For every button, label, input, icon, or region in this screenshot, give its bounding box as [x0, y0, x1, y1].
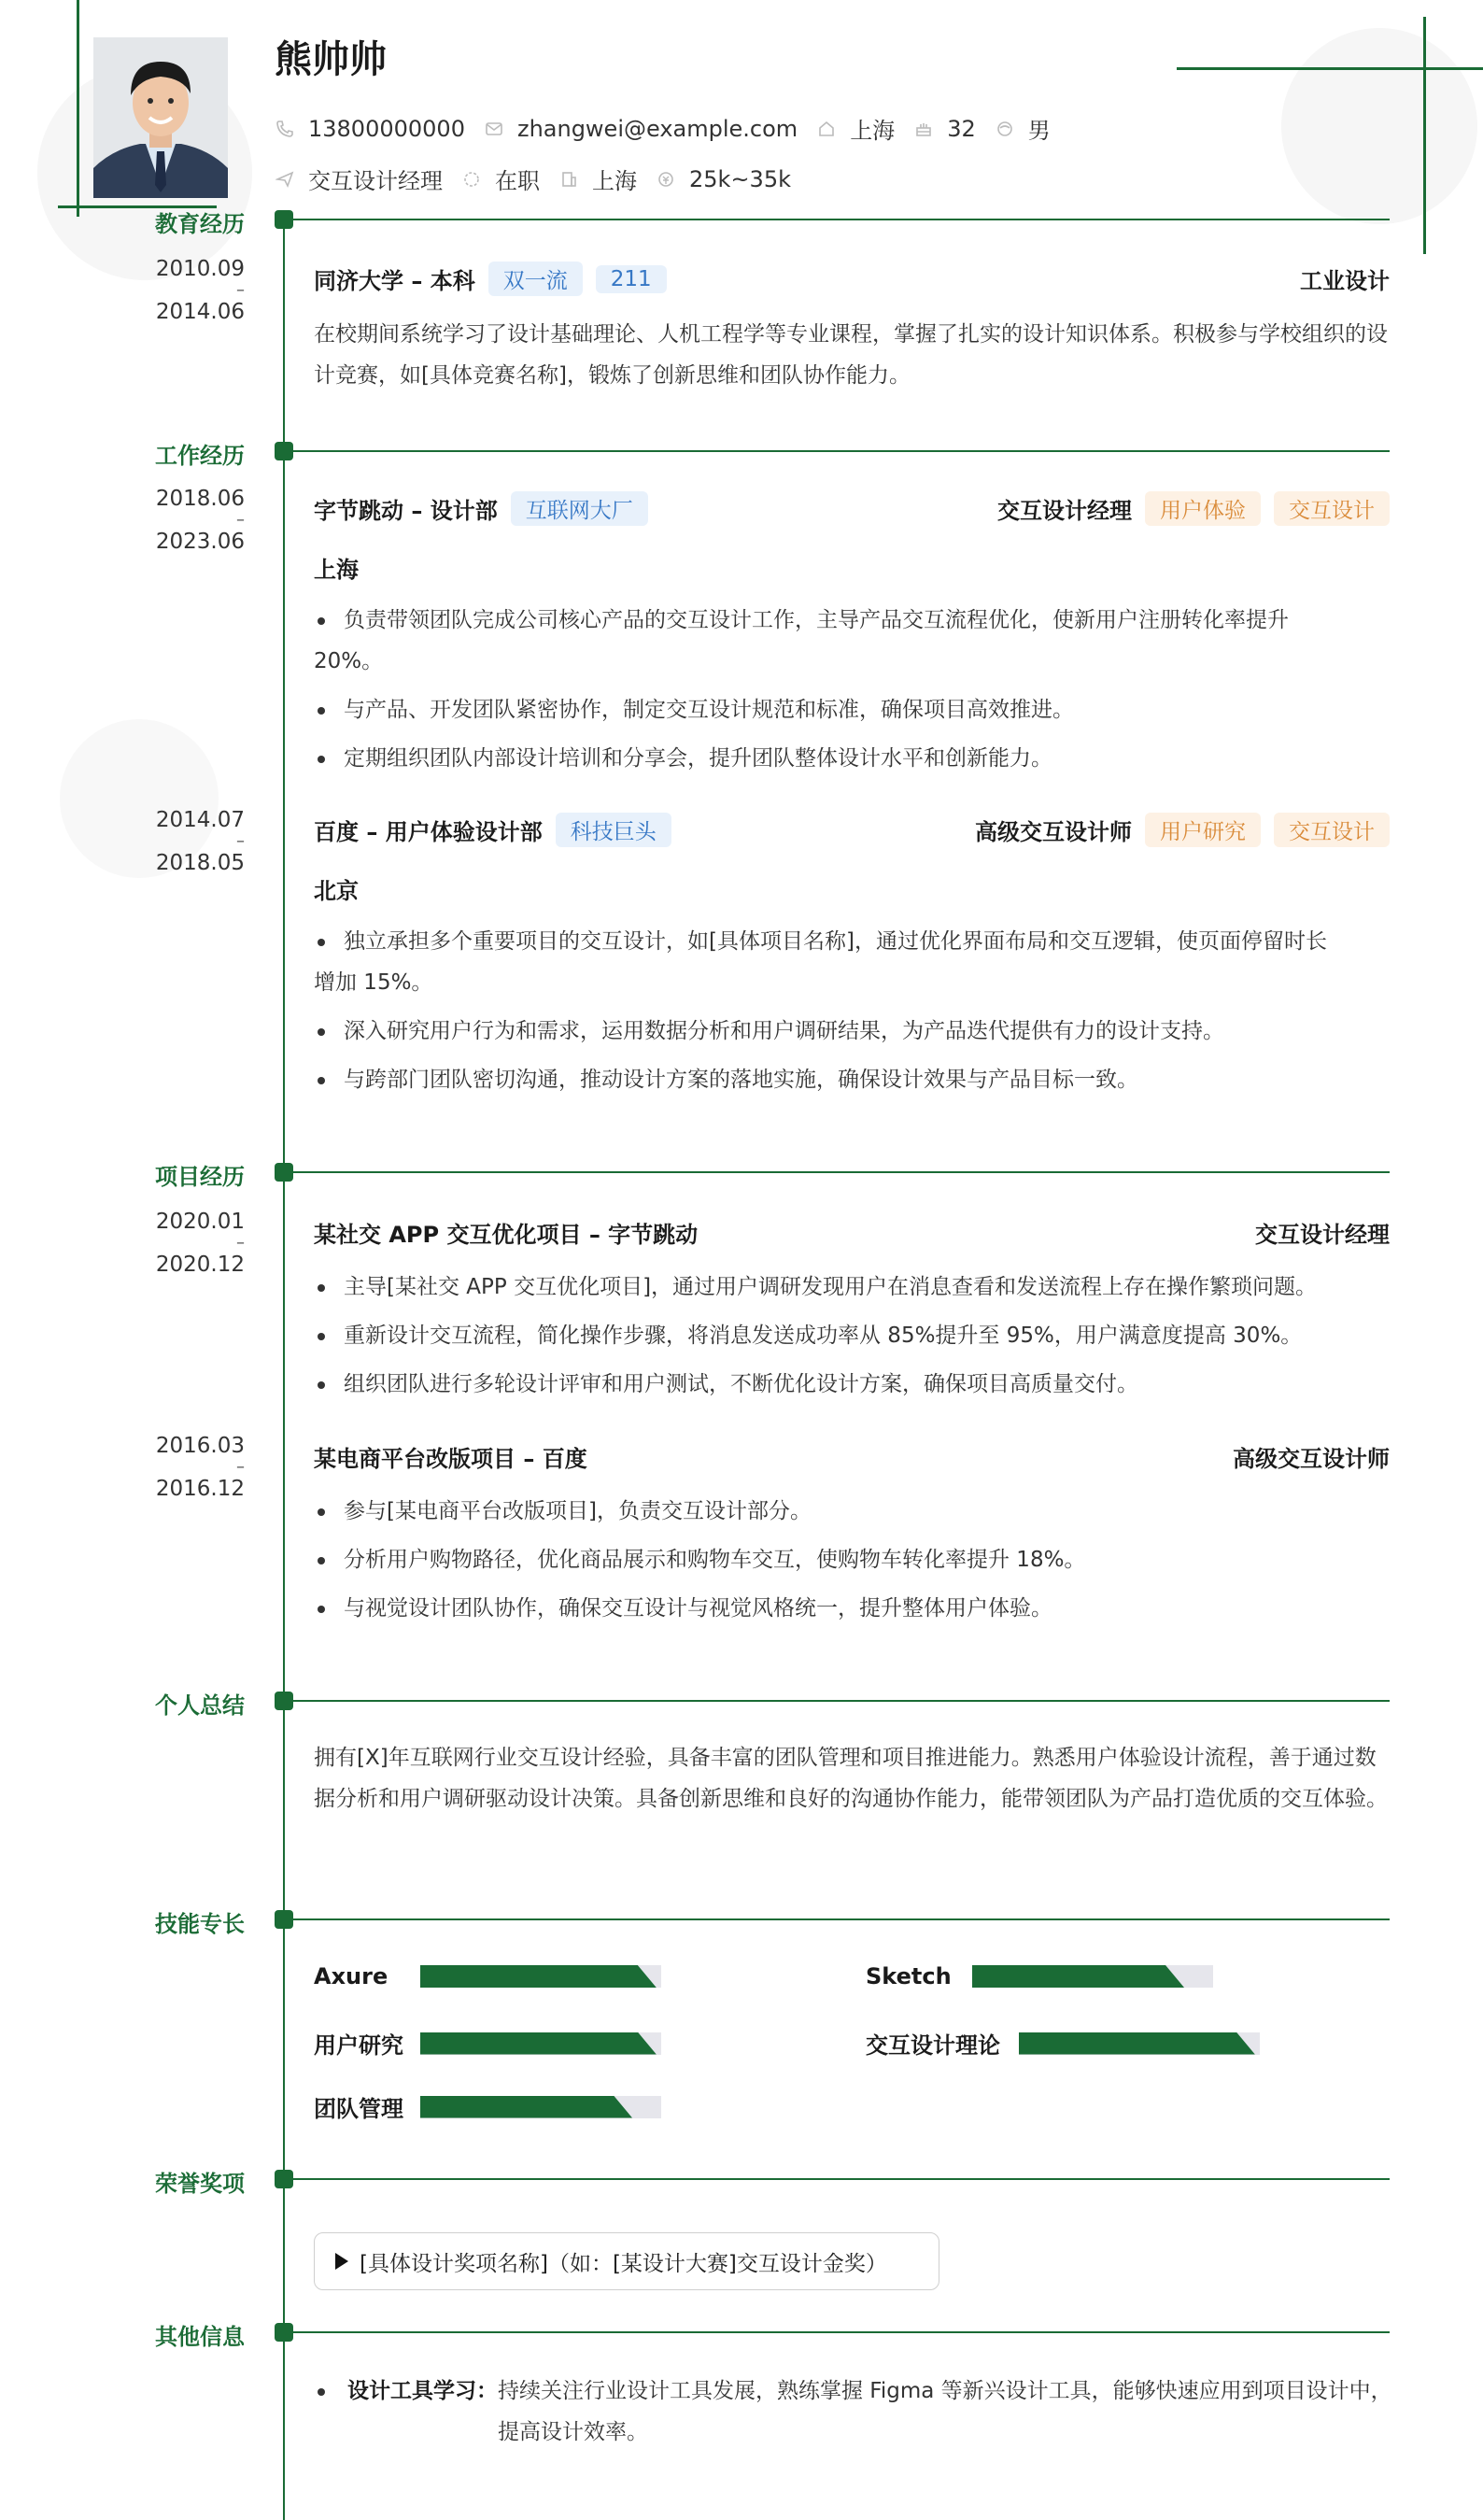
- section-marker: [275, 1692, 293, 1710]
- project-dates: 2020.01 – 2020.12: [155, 1210, 245, 1277]
- skill-row: [866, 2027, 1260, 2060]
- work-head: [314, 813, 1390, 847]
- city-text: 上海: [850, 118, 896, 144]
- skill-bar: [420, 2096, 661, 2118]
- section-divider: [293, 1700, 1390, 1702]
- corner-line-right-v: [1423, 17, 1426, 254]
- section-divider: [293, 1918, 1390, 1920]
- company-name: 百度 – 用户体验设计部: [314, 819, 543, 845]
- school-name: 同济大学 – 本科: [314, 268, 475, 294]
- section-marker: [275, 2323, 293, 2342]
- work-dates: 2018.06 – 2023.06: [155, 487, 245, 554]
- email-text[interactable]: zhangwei@example.com: [516, 115, 798, 142]
- award-item[interactable]: [314, 2232, 939, 2290]
- cake-icon: [913, 119, 934, 139]
- section-divider: [293, 2178, 1390, 2180]
- section-marker: [275, 2170, 293, 2188]
- skill-bar: [972, 1965, 1213, 1988]
- tag-badge: 用户研究: [1145, 813, 1261, 847]
- work-bullets: [314, 600, 1397, 786]
- project-head: [314, 1440, 1390, 1473]
- salary-icon: [656, 169, 676, 190]
- skill-bar: [420, 2032, 661, 2055]
- tag-badge: 科技巨头: [556, 813, 671, 847]
- award-text: [具体设计奖项名称]（如：[某设计大赛]交互设计金奖）: [360, 2251, 887, 2276]
- skill-row: [866, 1963, 1213, 1989]
- work-dates: 2014.07 – 2018.05: [155, 808, 245, 875]
- section-title-projects: 项目经历: [155, 1164, 245, 1190]
- avatar: [93, 37, 228, 198]
- skill-row: [314, 2090, 661, 2123]
- skill-bar-fill: [420, 2096, 632, 2118]
- job-title: 交互设计经理: [997, 498, 1132, 524]
- send-icon: [275, 169, 295, 190]
- job-intent-text: 交互设计经理: [308, 168, 443, 194]
- work-bullets: [314, 921, 1397, 1108]
- list-item: 参与[某电商平台改版项目]，负责交互设计部分。: [314, 1491, 1397, 1532]
- phone-text[interactable]: 13800000000: [308, 115, 465, 142]
- skill-bar: [1019, 2032, 1260, 2055]
- gender-text: 男: [1027, 118, 1051, 144]
- contact-row: [275, 112, 1069, 145]
- section-title-work: 工作经历: [155, 443, 245, 469]
- bullet-dot: [318, 2388, 325, 2396]
- home-icon: [816, 119, 837, 139]
- work-head: [314, 491, 1390, 526]
- company-name: 字节跳动 – 设计部: [314, 498, 498, 524]
- section-divider: [293, 1171, 1390, 1173]
- skill-row: [314, 2027, 661, 2060]
- bg-circle-top-right: [1281, 28, 1477, 224]
- summary-text: 拥有[X]年互联网行业交互设计经验，具备丰富的团队管理和项目推进能力。熟悉用户体验设计流程，善于通过数据分析和用户调研驱动设计决策。具备创新思维和良好的沟通协作能力，能带领团队为产品打造优质的交互体验。: [314, 1746, 1388, 1811]
- skill-name: Sketch: [866, 1963, 952, 1989]
- project-dates: 2016.03 – 2016.12: [155, 1434, 245, 1501]
- skill-name: 团队管理: [314, 2096, 403, 2122]
- corner-line-right-h: [1177, 67, 1483, 70]
- education-dates: 2010.09 – 2014.06: [155, 257, 245, 324]
- candidate-name: 熊帅帅: [275, 38, 387, 81]
- list-item: 与视觉设计团队协作，确保交互设计与视觉风格统一，提升整体用户体验。: [314, 1588, 1397, 1629]
- section-title-honors: 荣誉奖项: [155, 2171, 245, 2197]
- project-bullets: [314, 1267, 1397, 1412]
- tag-badge: 211: [596, 265, 667, 293]
- phone-icon: [275, 119, 295, 139]
- salary-text: 25k~35k: [689, 165, 791, 192]
- expected-city-text: 上海: [592, 168, 637, 194]
- avatar-portrait-icon: [93, 37, 228, 198]
- list-item: 与产品、开发团队紧密协作，制定交互设计规范和标准，确保项目高效推进。: [314, 689, 1397, 730]
- list-item: 组织团队进行多轮设计评审和用户测试，不断优化设计方案，确保项目高质量交付。: [314, 1364, 1397, 1405]
- list-item: 负责带领团队完成公司核心产品的交互设计工作，主导产品交互流程优化，使新用户注册转化率提升 20%。: [314, 600, 1397, 682]
- tag-badge: 交互设计: [1274, 813, 1390, 847]
- section-marker: [275, 210, 293, 229]
- work-location: 北京: [314, 878, 359, 904]
- skill-name: 交互设计理论: [866, 2032, 1000, 2059]
- building-icon: [558, 169, 579, 190]
- other-info-value: 持续关注行业设计工具发展，熟练掌握 Figma 等新兴设计工具，能够快速应用到项目设计中，提高设计效率。: [498, 2379, 1392, 2444]
- list-item: 深入研究用户行为和需求，运用数据分析和用户调研结果，为产品迭代提供有力的设计支持。: [314, 1011, 1397, 1052]
- section-divider: [293, 219, 1390, 220]
- project-name: 某社交 APP 交互优化项目 – 字节跳动: [314, 1222, 699, 1248]
- list-item: 独立承担多个重要项目的交互设计，如[具体项目名称]，通过优化界面布局和交互逻辑，使页面停留时长 增加 15%。: [314, 921, 1397, 1003]
- skill-name: 用户研究: [314, 2032, 403, 2059]
- tag-badge: 用户体验: [1145, 491, 1261, 526]
- status-icon: [461, 169, 482, 190]
- list-item: 重新设计交互流程，简化操作步骤，将消息发送成功率从 85%提升至 95%，用户满意度提高 30%。: [314, 1315, 1397, 1356]
- education-head: [314, 262, 1390, 296]
- project-head: [314, 1216, 1390, 1249]
- gender-icon: [995, 119, 1015, 139]
- major-text: 工业设计: [1300, 268, 1390, 294]
- triangle-right-icon: [335, 2253, 348, 2270]
- section-title-skills: 技能专长: [155, 1911, 245, 1937]
- section-divider: [293, 450, 1390, 452]
- skill-name: Axure: [314, 1963, 388, 1989]
- other-info-item: [314, 2371, 1397, 2453]
- list-item: 分析用户购物路径，优化商品展示和购物车交互，使购物车转化率提升 18%。: [314, 1539, 1397, 1580]
- skill-bar: [420, 1965, 661, 1988]
- section-title-other: 其他信息: [155, 2324, 245, 2350]
- section-marker: [275, 442, 293, 460]
- list-item: 定期组织团队内部设计培训和分享会，提升团队整体设计水平和创新能力。: [314, 738, 1397, 779]
- skill-bar-fill: [420, 1965, 657, 1988]
- section-divider: [293, 2331, 1390, 2333]
- job-title: 高级交互设计师: [975, 819, 1132, 845]
- section-title-education: 教育经历: [155, 211, 245, 237]
- skill-row: [314, 1963, 661, 1989]
- tag-badge: 互联网大厂: [511, 491, 648, 526]
- section-title-summary: 个人总结: [155, 1692, 245, 1719]
- skill-bar-fill: [972, 1965, 1184, 1988]
- tag-badge: 交互设计: [1274, 491, 1390, 526]
- work-location: 上海: [314, 557, 359, 583]
- skill-bar-fill: [1019, 2032, 1255, 2055]
- section-marker: [275, 1163, 293, 1182]
- education-description: 在校期间系统学习了设计基础理论、人机工程学等专业课程，掌握了扎实的设计知识体系。积极参与学校组织的设计竞赛，如[具体竞赛名称]，锻炼了创新思维和团队协作能力。: [314, 322, 1388, 388]
- status-text: 在职: [495, 168, 540, 194]
- corner-line-left-v: [77, 0, 79, 217]
- project-name: 某电商平台改版项目 – 百度: [314, 1446, 587, 1472]
- email-icon: [484, 119, 504, 139]
- section-marker: [275, 1910, 293, 1929]
- skill-bar-fill: [420, 2032, 657, 2055]
- list-item: 主导[某社交 APP 交互优化项目]，通过用户调研发现用户在消息查看和发送流程上存在操作繁琐问题。: [314, 1267, 1397, 1308]
- project-role: 高级交互设计师: [1233, 1446, 1390, 1472]
- age-text: 32: [947, 115, 976, 142]
- tag-badge: 双一流: [488, 262, 583, 296]
- intent-row: [275, 163, 810, 195]
- project-bullets: [314, 1491, 1397, 1636]
- project-role: 交互设计经理: [1255, 1222, 1390, 1248]
- list-item: 与跨部门团队密切沟通，推动设计方案的落地实施，确保设计效果与产品目标一致。: [314, 1059, 1397, 1100]
- other-info-key: 设计工具学习：: [347, 2379, 498, 2403]
